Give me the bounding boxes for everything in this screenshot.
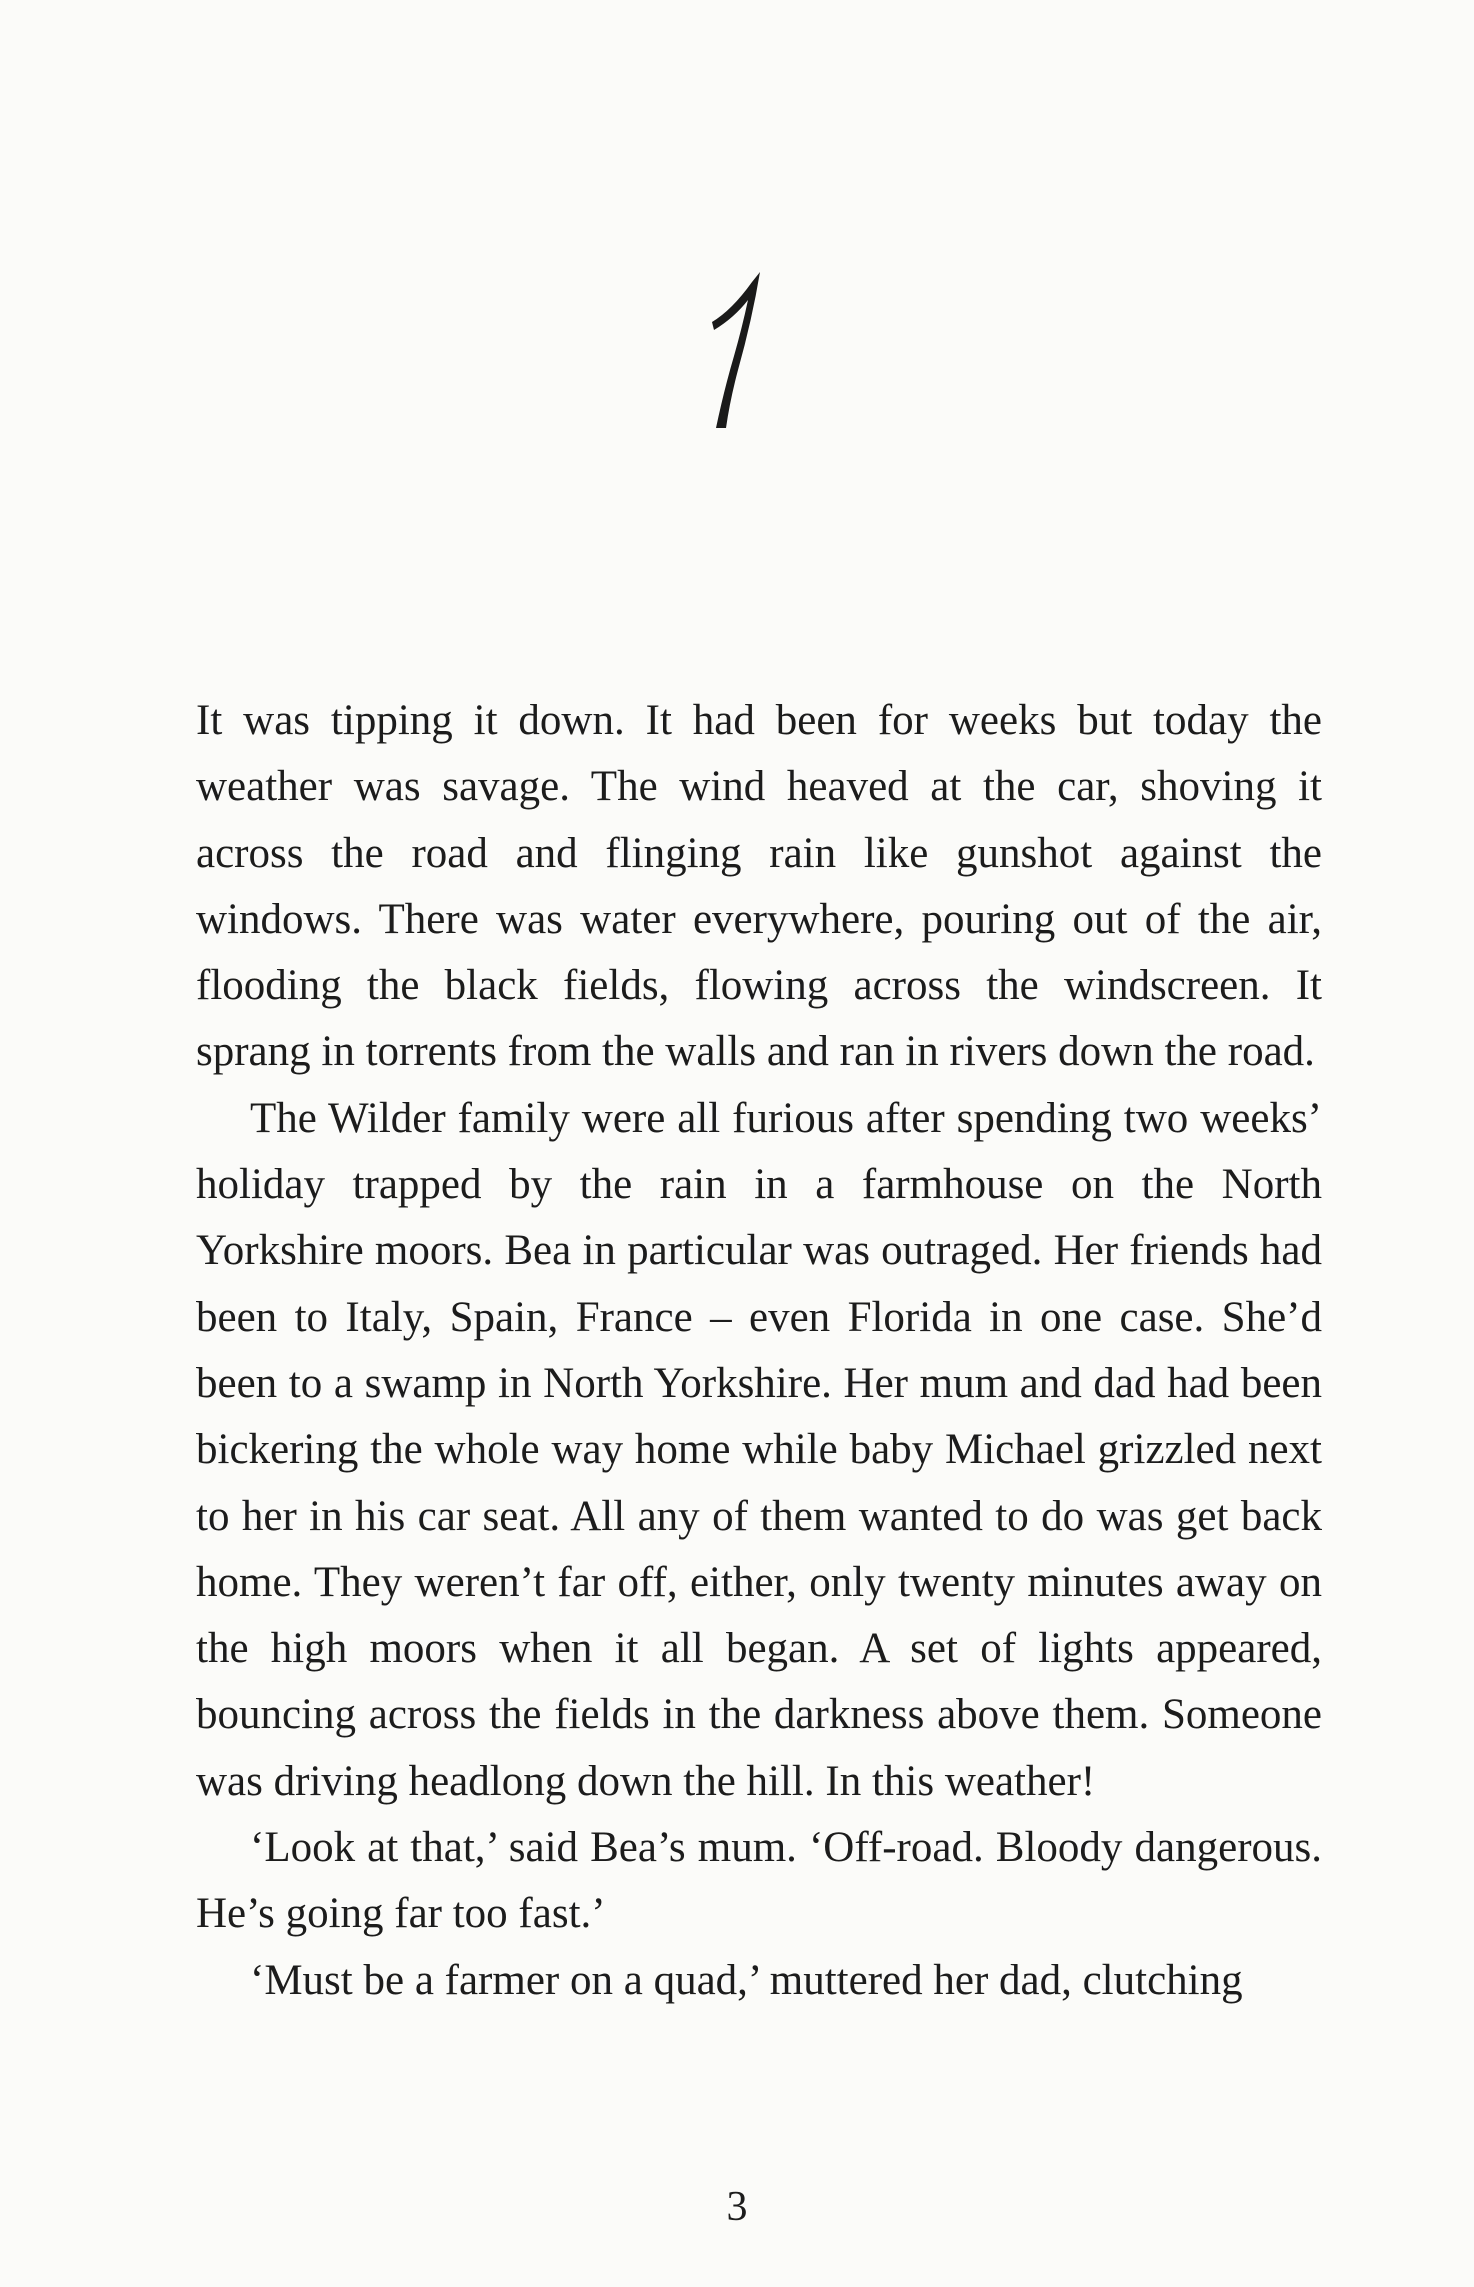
- paragraph: ‘Look at that,’ said Bea’s mum. ‘Off-road. Bloody dangerous. He’s going far too fast.’: [196, 1824, 1322, 1938]
- chapter-body: [196, 688, 1322, 2014]
- chapter-number: [680, 260, 790, 440]
- paragraph: It was tipping it down. It had been for weeks but today the weather was savage. The wind heaved at the car, shoving it across the road and flinging rain like gunshot against the windows. There was water everywhere, pouring out of the air, flooding the black fields, flowing across the windscreen. It sprang in torrents from the walls and ran in rivers down the road.: [196, 697, 1322, 1076]
- page-number: 3: [726, 2184, 748, 2230]
- paragraph: ‘Must be a farmer on a quad,’ muttered her dad, clutching: [250, 1956, 1243, 2004]
- paragraph: The Wilder family were all furious after spending two weeks’ holiday trapped by the rain in a farmhouse on the North Yorkshire moors. Bea in particular was outraged. Her friends had been to Italy, Spain, France – even Florida in one case. She’d been to a swamp in North Yorkshire. Her mum and dad had been bickering the whole way home while baby Michael grizzled next to her in his car seat. All any of them wanted to do was get back home. They weren’t far off, either, only twenty minutes away on the high moors when it all began. A set of lights appeared, bouncing across the fields in the darkness above them. Someone was driving headlong down the hill. In this weather!: [196, 1094, 1322, 1805]
